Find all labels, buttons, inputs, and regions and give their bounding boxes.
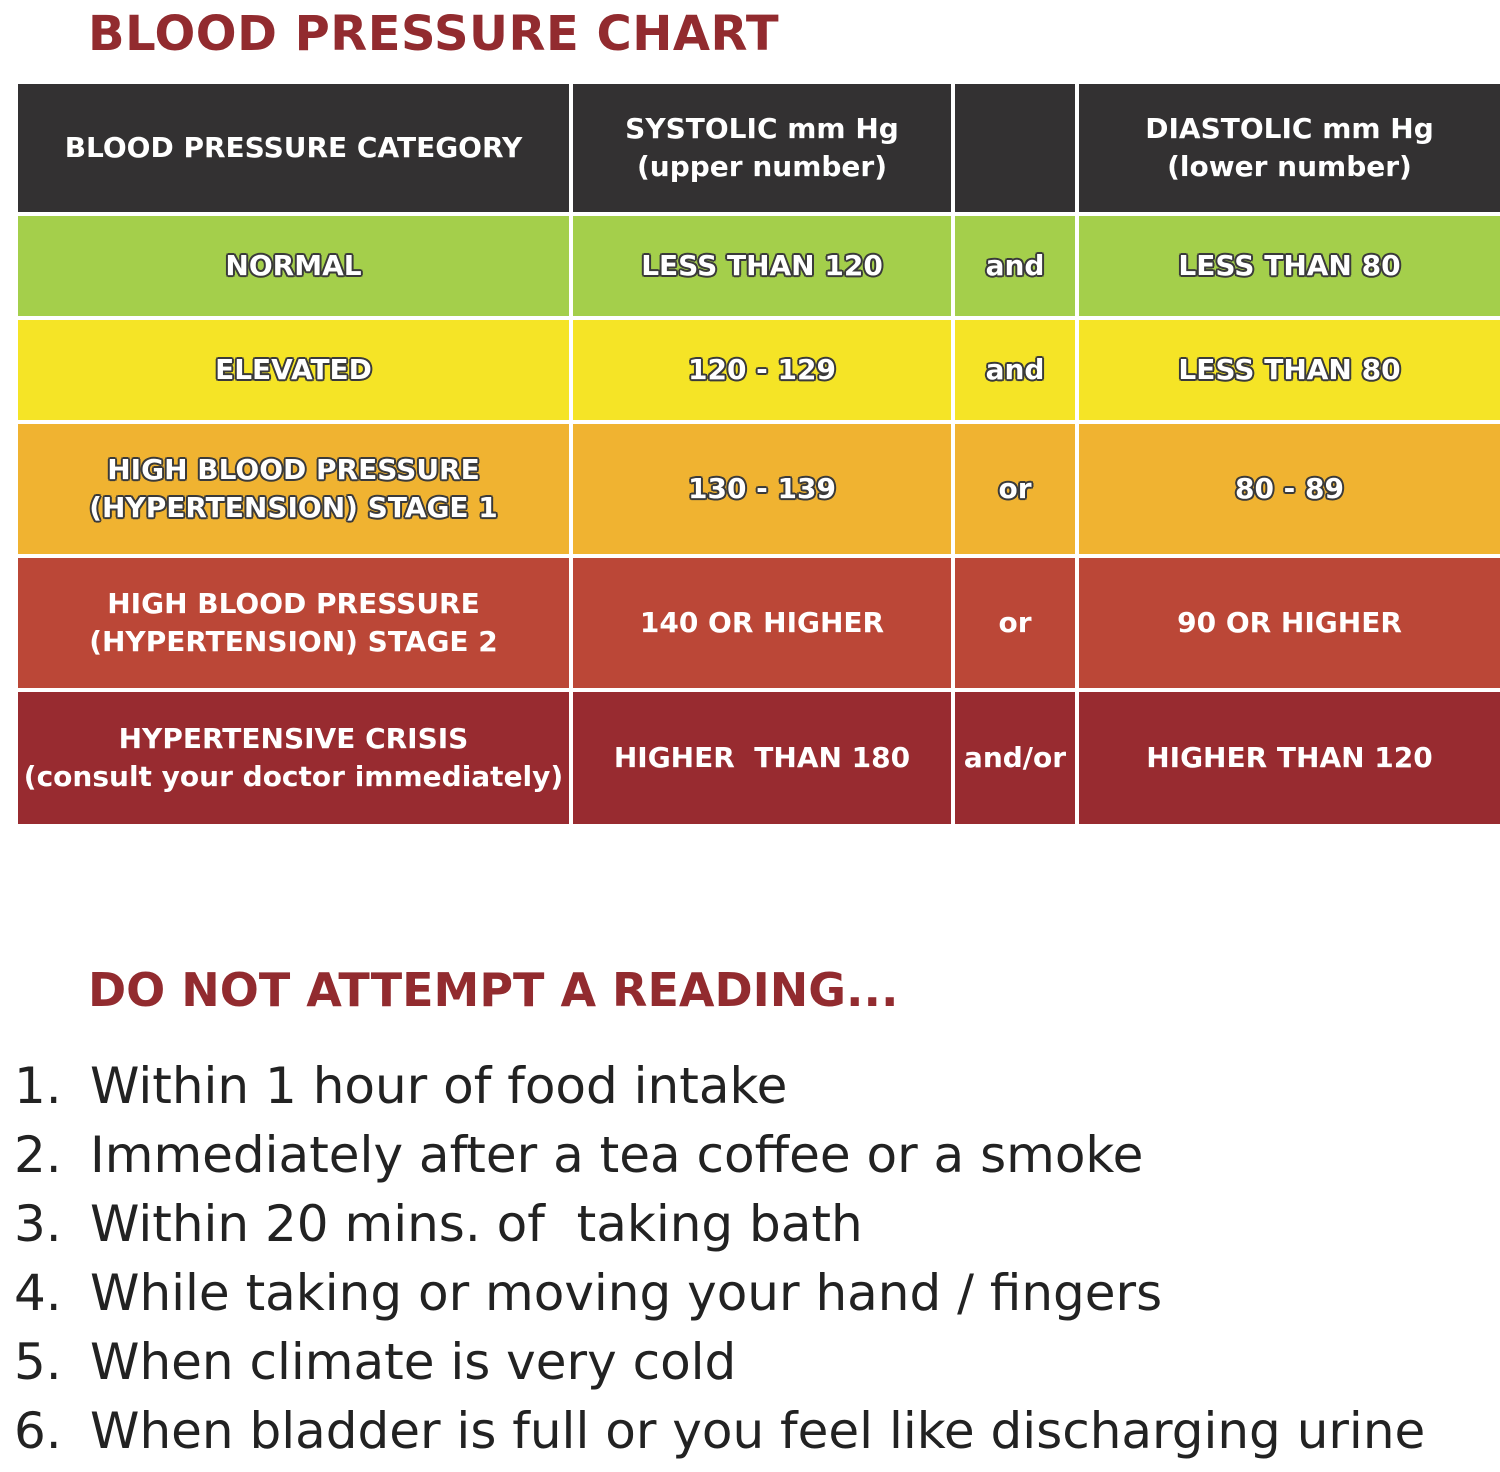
table-row-stage2 (18, 558, 1500, 688)
table-row-stage1 (18, 424, 1500, 554)
connector-label: and (985, 353, 1045, 386)
category-sublabel: (HYPERTENSION) STAGE 1 (89, 491, 498, 524)
list-item-text: Within 1 hour of food intake (90, 1057, 788, 1115)
connector-cell (955, 216, 1075, 316)
systolic-cell (573, 692, 951, 824)
connector-label: and/or (963, 741, 1067, 774)
systolic-cell (573, 424, 951, 554)
diastolic-value: LESS THAN 80 (1178, 353, 1401, 386)
connector-cell (955, 320, 1075, 420)
header-diastolic-sublabel: (lower number) (1167, 150, 1412, 183)
diastolic-value: HIGHER THAN 120 (1146, 741, 1433, 774)
diastolic-value: LESS THAN 80 (1178, 249, 1401, 282)
list-item-text: When climate is very cold (90, 1333, 737, 1391)
list-item-number: 6. (14, 1402, 62, 1460)
systolic-cell (573, 320, 951, 420)
warning-heading: DO NOT ATTEMPT A READING... (88, 963, 899, 1017)
list-item-text: Immediately after a tea coffee or a smoke (90, 1126, 1144, 1184)
list-item (14, 1190, 1484, 1259)
connector-label: or (998, 606, 1032, 639)
list-item-number: 1. (14, 1057, 62, 1115)
list-item-text: Within 20 mins. of taking bath (90, 1195, 863, 1253)
diastolic-cell (1079, 692, 1500, 824)
category-cell (18, 216, 569, 316)
list-item (14, 1397, 1484, 1466)
table-header-row (18, 84, 1500, 212)
header-category (18, 84, 569, 212)
connector-cell (955, 424, 1075, 554)
category-label: ELEVATED (215, 353, 372, 386)
list-item-number: 3. (14, 1195, 62, 1253)
list-item-number: 5. (14, 1333, 62, 1391)
connector-label: and (985, 249, 1045, 282)
header-diastolic (1079, 84, 1500, 212)
header-systolic (573, 84, 951, 212)
systolic-value: 130 - 139 (687, 472, 836, 505)
header-connector (955, 84, 1075, 212)
list-item-text: While taking or moving your hand / fingers (90, 1264, 1163, 1322)
list-item-number: 4. (14, 1264, 62, 1322)
category-sublabel: (HYPERTENSION) STAGE 2 (89, 625, 498, 658)
systolic-value: 120 - 129 (687, 353, 836, 386)
list-item-text: When bladder is full or you feel like discharging urine (90, 1402, 1426, 1460)
systolic-value: HIGHER THAN 180 (613, 741, 911, 774)
list-item (14, 1328, 1484, 1397)
table-row-crisis (18, 692, 1500, 824)
header-systolic-sublabel: (upper number) (636, 150, 888, 183)
list-item (14, 1121, 1484, 1190)
category-cell (18, 692, 569, 824)
connector-label: or (998, 472, 1032, 505)
category-label: HIGH BLOOD PRESSURE (107, 453, 480, 486)
systolic-value: 140 OR HIGHER (639, 606, 885, 639)
connector-cell (955, 692, 1075, 824)
table-row-elevated (18, 320, 1500, 420)
header-systolic-label: SYSTOLIC mm Hg (625, 112, 899, 145)
category-cell (18, 558, 569, 688)
header-diastolic-label: DIASTOLIC mm Hg (1145, 112, 1434, 145)
category-label: HIGH BLOOD PRESSURE (107, 587, 480, 620)
diastolic-cell (1079, 216, 1500, 316)
warning-list (14, 1052, 1484, 1466)
systolic-cell (573, 558, 951, 688)
category-sublabel: (consult your doctor immediately) (23, 760, 564, 793)
category-label: HYPERTENSIVE CRISIS (118, 722, 469, 755)
table-row-normal (18, 216, 1500, 316)
list-item-number: 2. (14, 1126, 62, 1184)
diastolic-cell (1079, 424, 1500, 554)
category-cell (18, 320, 569, 420)
connector-cell (955, 558, 1075, 688)
header-category-label: BLOOD PRESSURE CATEGORY (64, 131, 523, 164)
list-item (14, 1259, 1484, 1328)
diastolic-value: 80 - 89 (1234, 472, 1345, 505)
diastolic-cell (1079, 558, 1500, 688)
systolic-value: LESS THAN 120 (641, 249, 883, 282)
category-label: NORMAL (225, 249, 362, 282)
page-title: BLOOD PRESSURE CHART (88, 6, 780, 62)
diastolic-cell (1079, 320, 1500, 420)
diastolic-value: 90 OR HIGHER (1177, 606, 1402, 639)
list-item (14, 1052, 1484, 1121)
blood-pressure-table (14, 80, 1500, 828)
category-cell (18, 424, 569, 554)
systolic-cell (573, 216, 951, 316)
